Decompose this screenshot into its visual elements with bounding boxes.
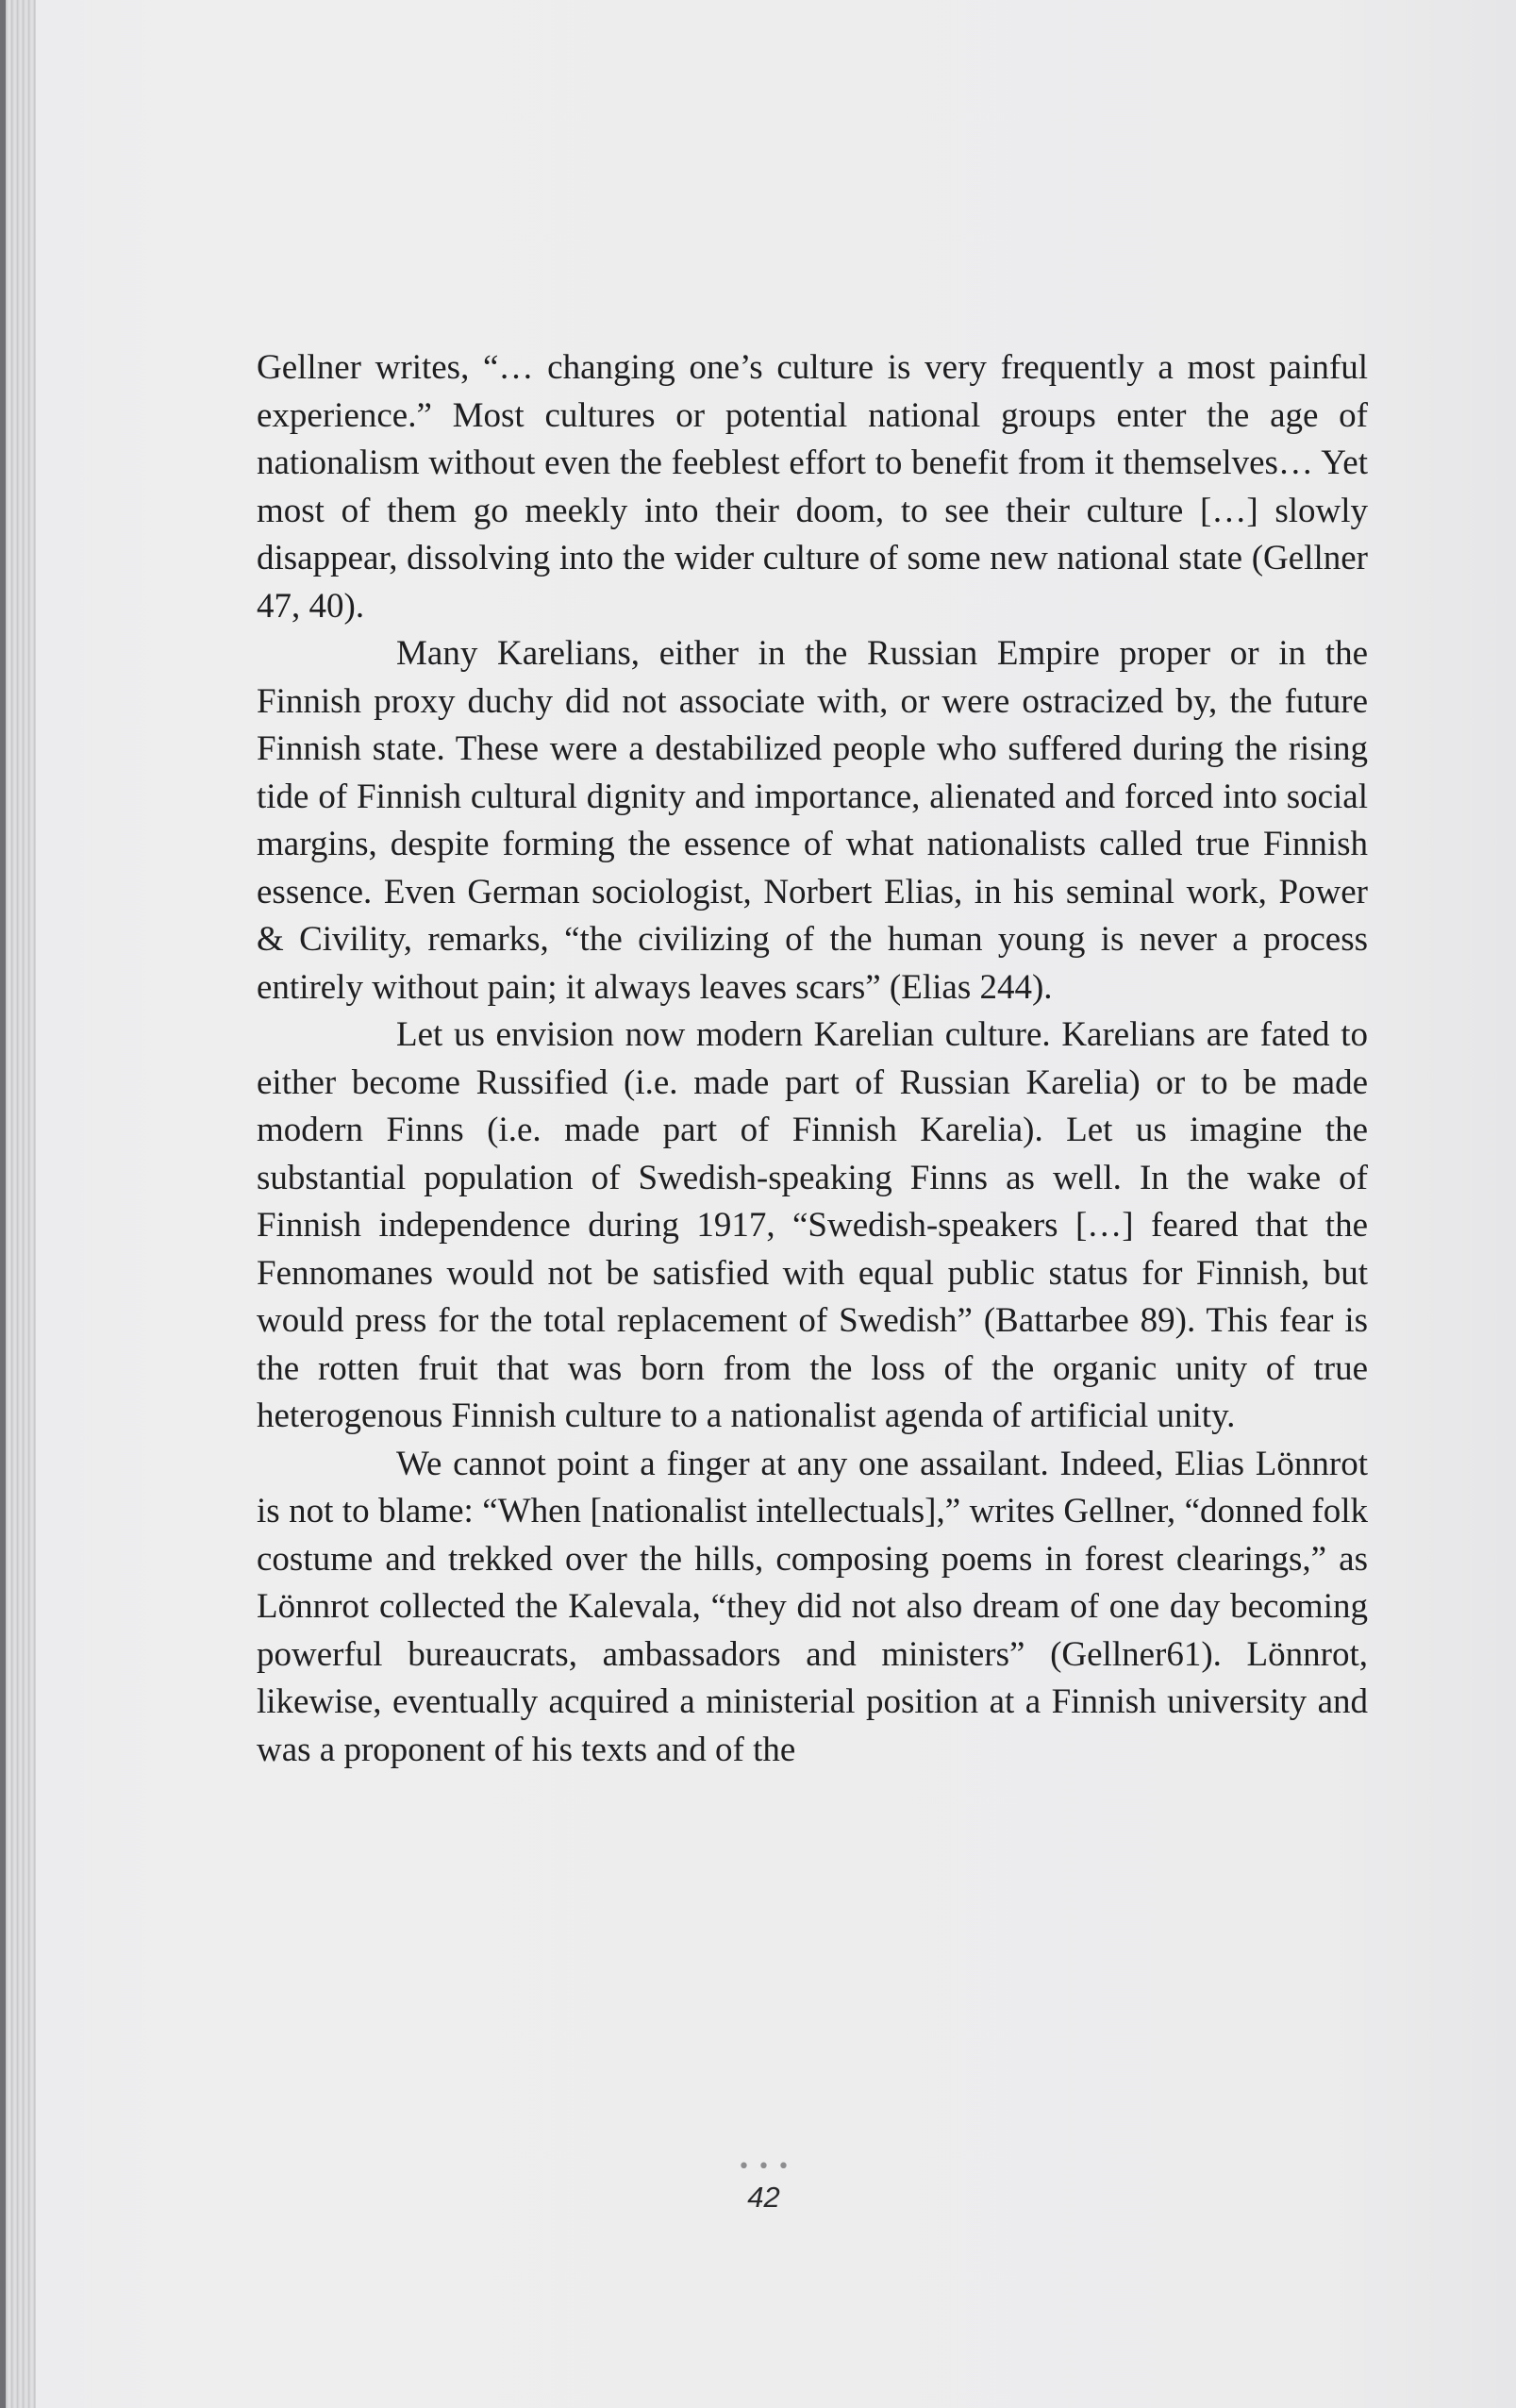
page-number: 42: [747, 2181, 780, 2214]
paragraph-2: Many Karelians, either in the Russian Empire proper or in the Finnish proxy duchy did not associate with, or were ostracized by, the future Finnish state. These were a destabilized people who suffered during the rising tide of Finnish cultural dignity and importance, alienated and forced into social margins, despite forming the essence of what nationalists called true Finnish essence. Even German sociologist, Norbert Elias, in his seminal work, Power & Civility, remarks, “the civilizing of the human young is never a process entirely without pain; it always leaves scars” (Elias 244).: [257, 634, 1368, 1007]
paragraph-3: Let us envision now modern Karelian culture. Karelians are fated to either become Russified (i.e. made part of Russian Karelia) or to be made modern Finns (i.e. made part of Finnish Karelia). Let us imagine the substantial population of Swedish-speaking Finns as well. In the wake of Finnish independence during 1917, “Swedish-speakers […] feared that the Fennomanes would not be satisfied with equal public status for Finnish, but would press for the total replacement of Swedish” (Battarbee 89). This fear is the rotten fruit that was born from the loss of the organic unity of true heterogenous Finnish culture to a nationalist agenda of artificial unity.: [257, 1015, 1368, 1435]
page-footer: [0, 2155, 1516, 2215]
paragraph-1: Gellner writes, “… changing one’s culture is very frequently a most painful experience.” Most cultures or potential national groups enter the age of nationalism without even the feeblest effort to benefit from it themselves… Yet most of them go meekly into their doom, to see their culture […] slowly disappear, dissolving into the wider culture of some new national state (Gellner 47, 40).: [257, 348, 1368, 626]
body-text: [257, 344, 1368, 1774]
page-binding-edge: [0, 0, 6, 2408]
footer-ornament: •••: [738, 2155, 797, 2179]
paragraph-4: We cannot point a finger at any one assailant. Indeed, Elias Lönnrot is not to blame: “When [nationalist intellectuals],” writes Gellner, “donned folk costume and trekked over the hills, composing poems in forest clearings,” as Lönnrot collected the Kalevala, “they did not also dream of one day becoming powerful bureaucrats, ambassadors and ministers” (Gellner61). Lönnrot, likewise, eventually acquired a ministerial position at a Finnish university and was a proponent of his texts and of the: [257, 1444, 1368, 1769]
